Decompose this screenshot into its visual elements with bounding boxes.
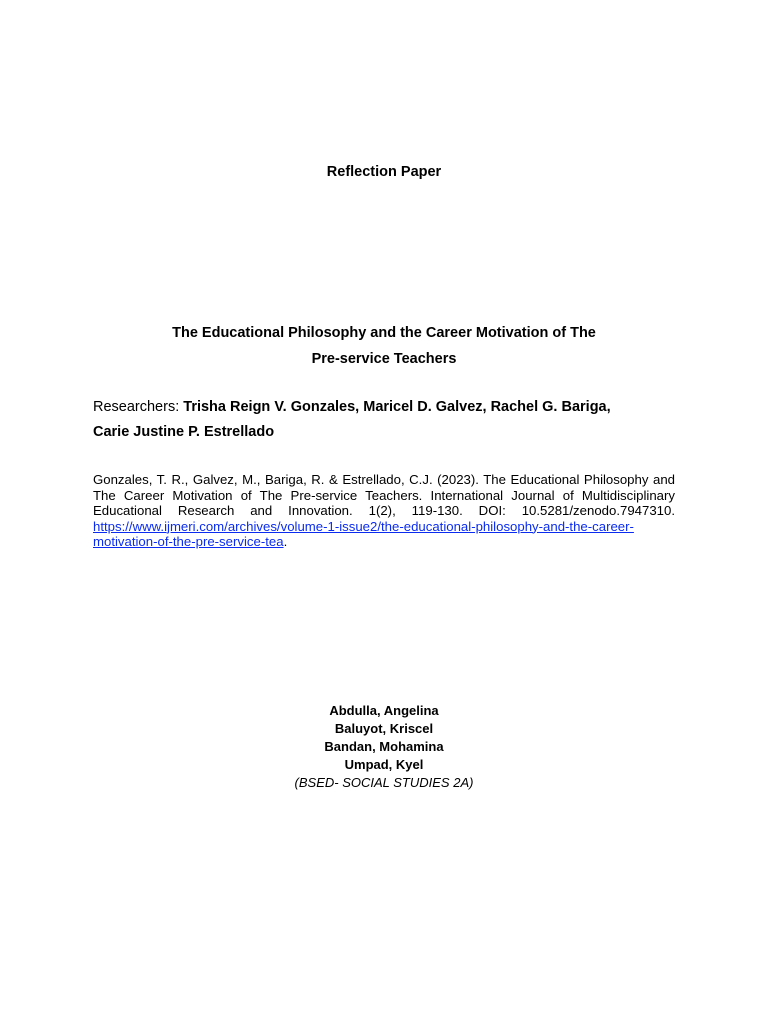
researchers-line-1: [93, 395, 677, 420]
class-section: (BSED- SOCIAL STUDIES 2A): [294, 775, 474, 790]
citation-end: .: [283, 534, 288, 549]
citation-paragraph: [93, 472, 675, 550]
study-title-line-1: The Educational Philosophy and the Career Motivation of The: [172, 325, 596, 341]
author-name: Baluyot, Kriscel: [334, 721, 434, 736]
citation-link[interactable]: https://www.ijmeri.com/archives/volume-1-issue2/the-educational-philosophy-and-the-career-motivation-of-the-pre-service-tea: [93, 518, 634, 549]
author-name: Abdulla, Angelina: [329, 703, 439, 718]
researchers-names-1: Trisha Reign V. Gonzales, Maricel D. Galvez, Rachel G. Bariga,: [183, 399, 611, 415]
author-name: Bandan, Mohamina: [324, 739, 444, 754]
researchers-label: Researchers:: [93, 399, 184, 415]
document-heading: Reflection Paper: [326, 164, 442, 180]
authors-block: [0, 702, 768, 792]
study-title-line-2: Pre-service Teachers: [311, 351, 457, 367]
author-name: Umpad, Kyel: [344, 757, 424, 772]
citation-text: Gonzales, T. R., Galvez, M., Bariga, R. & Estrellado, C.J. (2023). The Educational Philosophy and The Career Motivation of The Pre-service Teachers. International Journal of Multidisciplinary Educational Research and Innovation. 1(2), 119-130. DOI: 10.5281/zenodo.7947310.: [93, 472, 675, 518]
researchers-block: [93, 395, 677, 445]
study-title: [92, 320, 676, 372]
researchers-names-2: Carie Justine P. Estrellado: [93, 424, 275, 440]
